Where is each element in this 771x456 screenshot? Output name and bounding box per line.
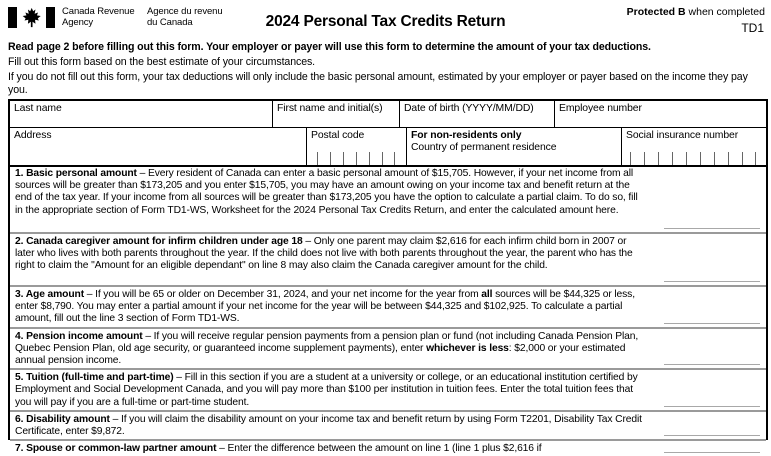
protected-b-label: Protected B when completed bbox=[626, 6, 765, 18]
postal-code-label: Postal code bbox=[311, 130, 365, 141]
amount-entry-line[interactable] bbox=[664, 219, 760, 229]
section-text bbox=[10, 166, 652, 218]
address-label: Address bbox=[14, 130, 52, 141]
country-of-residence-label: Country of permanent residence bbox=[411, 141, 557, 153]
identity-fields-table bbox=[8, 99, 768, 167]
form-section bbox=[10, 166, 766, 234]
postal-code-character-cells bbox=[317, 152, 395, 165]
non-residents-field[interactable] bbox=[407, 128, 622, 165]
form-section bbox=[10, 234, 766, 287]
section-body: – Enter the difference between the amount on line 1 (line 1 plus $2,616 if bbox=[216, 443, 542, 455]
intro-line-1: Read page 2 before filling out this form. Your employer or payer will use this form to determine the amount of your tax deductions. bbox=[8, 41, 651, 53]
section-body: – Fill in this section if you are a student at a university or college, or an educational institution certified by Employment and Social Development Canada, and you will pay more than $100 per institution in tuition fees. Enter the total tuition fees that you will pay if you are a full-time or part-time student. bbox=[15, 372, 638, 408]
section-title: 7. Spouse or common-law partner amount bbox=[15, 443, 217, 455]
amount-entry-line[interactable] bbox=[664, 314, 760, 324]
sin-character-cells bbox=[630, 152, 756, 165]
section-title: 1. Basic personal amount bbox=[15, 168, 137, 179]
amount-entry-line[interactable] bbox=[664, 426, 760, 436]
employee-number-label: Employee number bbox=[559, 103, 642, 114]
section-text bbox=[10, 329, 652, 369]
wordmark-english: Canada Revenue Agency bbox=[62, 6, 135, 28]
intro-line-3: If you do not fill out this form, your tax deductions will only include the basic personal amount, estimated by your employer or payer based on the income they pay you. bbox=[8, 71, 748, 96]
form-section bbox=[10, 370, 766, 412]
amount-entry-line[interactable] bbox=[664, 355, 760, 365]
sin-field[interactable] bbox=[622, 128, 766, 165]
section-title: 2. Canada caregiver amount for infirm children under age 18 bbox=[15, 236, 303, 247]
date-of-birth-label: Date of birth (YYYY/MM/DD) bbox=[404, 103, 534, 114]
last-name-field[interactable] bbox=[10, 101, 273, 127]
section-text bbox=[10, 441, 652, 456]
section-text bbox=[10, 370, 652, 410]
section-title: 3. Age amount bbox=[15, 289, 84, 300]
intro-block bbox=[8, 41, 765, 97]
amount-entry-line[interactable] bbox=[664, 272, 760, 282]
section-text bbox=[10, 412, 652, 439]
wordmark-french: Agence du revenu du Canada bbox=[147, 6, 223, 28]
last-name-label: Last name bbox=[14, 103, 62, 114]
section-body: – Every resident of Canada can enter a basic personal amount of $15,705. However, if your net income from all sources will be greater than $173,205 and you enter $15,705, you may have an amount owing on your income tax and benefit return at the end of the tax year. If your income from all sources will be greater than $173,205 you have the option to calculate a partial claim. To do so, fill in the appropriate section of Form TD1-WS, Worksheet for the 2024 Personal Tax Credits Return, and enter the calculated amount here. bbox=[15, 168, 638, 216]
amount-entry-line[interactable] bbox=[664, 397, 760, 407]
postal-code-field[interactable] bbox=[307, 128, 407, 165]
page-title: 2024 Personal Tax Credits Return bbox=[265, 13, 506, 30]
section-body: – If you will be 65 or older on December 31, 2024, and your net income for the year from all sources will be $44,325 or less, enter $8,790. You may enter a partial amount if your net income for the year will be between $44,325 and $102,925. To calculate a partial amount, fill out the line 3 section of Form TD1-WS. bbox=[15, 289, 635, 325]
employee-number-field[interactable] bbox=[555, 101, 766, 127]
form-code-td1: TD1 bbox=[741, 21, 764, 35]
date-of-birth-field[interactable] bbox=[400, 101, 555, 127]
section-text bbox=[10, 234, 652, 274]
sections bbox=[8, 166, 768, 455]
non-residents-heading: For non-residents only bbox=[411, 130, 522, 141]
section-body: – If you will receive regular pension payments from a pension plan or fund (not including Canada Pension Plan, Quebec Pension Plan, old age security, or guaranteed income supplement payments), enter whichever is less: $2,000 or your estimated annual pension income. bbox=[15, 330, 639, 367]
form-section bbox=[10, 287, 766, 329]
sin-label: Social insurance number bbox=[626, 130, 739, 141]
section-body: – If you will claim the disability amount on your income tax and benefit return by using Form T2201, Disability Tax Credit Certificate, enter $9,872. bbox=[15, 413, 642, 438]
form-section bbox=[10, 441, 766, 456]
first-name-field[interactable] bbox=[273, 101, 400, 127]
section-title: 6. Disability amount bbox=[15, 413, 110, 425]
intro-line-2: Fill out this form based on the best estimate of your circumstances. bbox=[8, 56, 316, 68]
amount-entry-line[interactable] bbox=[664, 443, 760, 453]
section-title: 4. Pension income amount bbox=[15, 330, 143, 342]
form-section bbox=[10, 412, 766, 441]
form-section bbox=[10, 329, 766, 371]
section-title: 5. Tuition (full-time and part-time) bbox=[15, 372, 174, 384]
first-name-label: First name and initial(s) bbox=[277, 103, 383, 114]
section-text bbox=[10, 287, 652, 327]
address-field[interactable] bbox=[10, 128, 307, 165]
section-body: – Only one parent may claim $2,616 for each infirm child born in 2007 or later who lives with both parents throughout the year. If the child does not live with both parents throughout the year, the parent who has the right to claim the "Amount for an eligible dependant" on line 8 may also claim the Canada caregiver amount for the child. bbox=[15, 236, 633, 272]
